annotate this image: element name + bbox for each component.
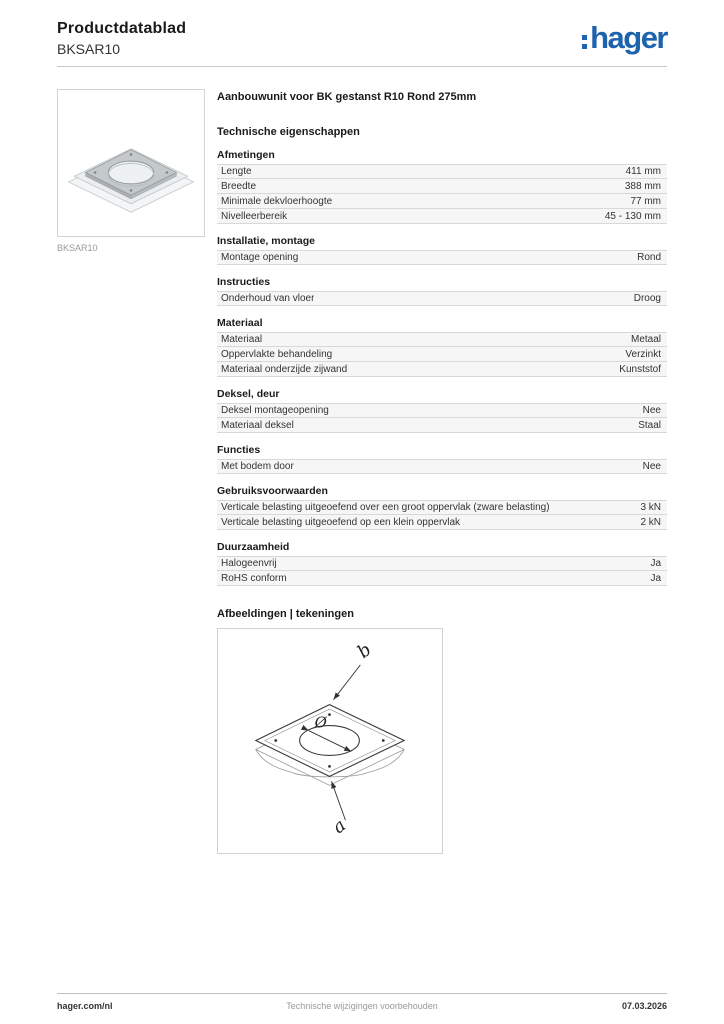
spec-section [217,317,667,377]
spec-table [217,250,667,265]
section-heading: Functies [217,444,261,456]
spec-value: Droog [633,293,661,304]
section-heading: Instructies [217,276,271,288]
tech-properties-heading: Technische eigenschappen [217,126,360,138]
spec-value: Nee [642,461,661,472]
spec-label: Materiaal onderzijde zijwand [221,363,348,375]
spec-value: Ja [650,558,661,569]
hager-logo-text: hager [590,20,667,55]
product-code: BKSAR10 [57,41,121,57]
spec-value: Kunststof [619,363,661,375]
spec-table [217,500,667,530]
footer-date: 07.03.2026 [621,1001,667,1011]
spec-row [217,500,667,515]
spec-label: Materiaal [221,334,263,345]
spec-section [217,541,667,586]
spec-row [217,459,667,474]
section-heading: Deksel, deur [217,388,280,400]
hager-logo-colon-icon [582,35,587,49]
technical-drawing-icon [218,629,442,853]
spec-section [217,149,667,224]
spec-row [217,571,667,586]
technical-drawing [217,628,443,854]
spec-row [217,194,667,209]
section-heading: Duurzaamheid [217,541,290,553]
spec-row [217,403,667,418]
content-columns [57,89,667,854]
section-heading: Gebruiksvoorwaarden [217,485,328,497]
spec-label: Onderhoud van vloer [221,293,315,304]
section-heading: Afmetingen [217,149,275,161]
spec-table [217,459,667,474]
spec-label: Montage opening [221,252,299,263]
hager-logo [582,22,667,53]
spec-row [217,556,667,571]
spec-section [217,276,667,306]
footer-disclaimer: Technische wijzigingen voorbehouden [286,1001,438,1011]
specs-column [217,89,667,854]
spec-row [217,347,667,362]
spec-label: Lengte [221,166,252,177]
spec-label: Halogeenvrij [221,558,277,569]
spec-label: Nivelleerbereik [221,210,288,222]
spec-value: 3 kN [640,502,661,513]
spec-table [217,403,667,433]
product-title: Aanbouwunit voor BK gestanst R10 Rond 275mm [217,91,477,103]
footer-website: hager.com/nl [57,1001,113,1011]
spec-label: Oppervlakte behandeling [221,348,333,360]
spec-table [217,291,667,306]
spec-value: 2 kN [640,516,661,528]
spec-section [217,485,667,530]
spec-value: Ja [650,572,661,584]
product-image [57,89,205,237]
spec-row [217,362,667,377]
spec-label: RoHS conform [221,572,287,584]
spec-value: 388 mm [624,180,661,192]
dim-b-label: b [353,639,376,663]
header [57,20,667,57]
spec-row [217,164,667,179]
dim-a-label: a [328,814,350,839]
spec-value: Verzinkt [625,348,661,360]
spec-row [217,291,667,306]
spec-row [217,250,667,265]
spec-value: Rond [637,252,661,263]
spec-row [217,332,667,347]
spec-section [217,388,667,433]
spec-label: Minimale dekvloerhoogte [221,195,333,207]
spec-row [217,209,667,224]
spec-row [217,515,667,530]
spec-value: 77 mm [630,195,661,207]
spec-table [217,332,667,377]
header-titles [57,20,186,57]
product-image-column [57,89,205,854]
spec-value: Nee [642,405,661,416]
spec-label: Materiaal deksel [221,419,294,431]
product-isometric-drawing-icon [61,93,201,233]
spec-label: Deksel montageopening [221,405,329,416]
document-type-title: Productdatablad [57,20,187,37]
spec-sections [217,149,667,586]
spec-table [217,164,667,224]
section-heading: Materiaal [217,317,263,329]
spec-label: Verticale belasting uitgeoefend op een klein oppervlak [221,516,461,528]
product-image-caption: BKSAR10 [57,243,98,253]
spec-section [217,444,667,474]
header-divider [57,66,667,67]
spec-value: Staal [638,419,661,431]
spec-value: 45 - 130 mm [604,210,661,222]
spec-value: Metaal [630,334,661,345]
spec-row [217,179,667,194]
footer [57,993,667,1011]
dim-diameter-label: Ø [314,713,327,732]
spec-table [217,556,667,586]
spec-label: Breedte [221,180,257,192]
spec-label: Verticale belasting uitgeoefend over een groot oppervlak (zware belasting) [221,502,550,513]
spec-row [217,418,667,433]
spec-label: Met bodem door [221,461,294,472]
spec-value: 411 mm [625,166,661,177]
spec-section [217,235,667,265]
section-heading: Installatie, montage [217,235,316,247]
drawings-heading: Afbeeldingen | tekeningen [217,608,354,620]
